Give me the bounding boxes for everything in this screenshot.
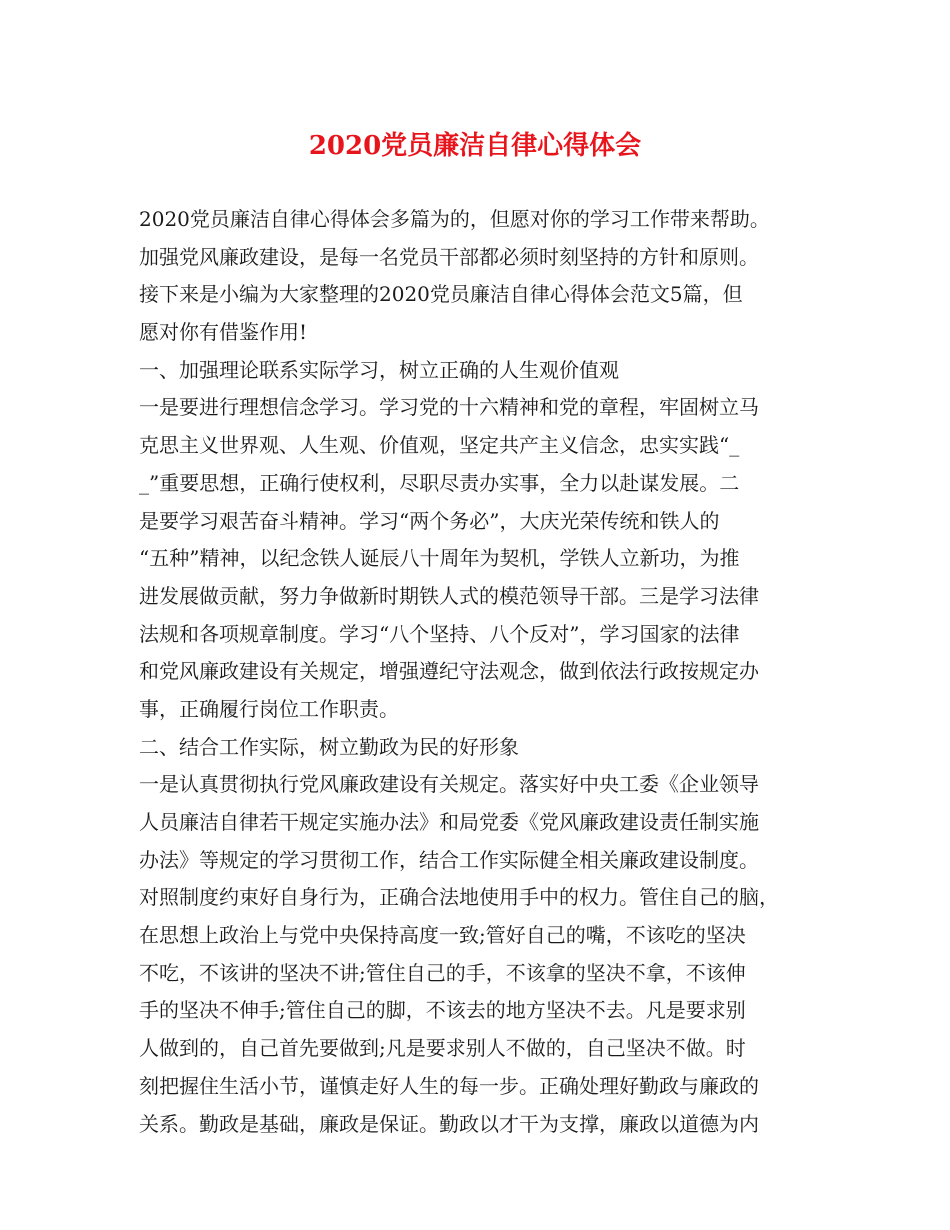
section-heading-2: 二、结合工作实际，树立勤政为民的好形象	[139, 734, 519, 759]
body-line: 是要学习艰苦奋斗精神。学习“两个务必”，大庆光荣传统和铁人的	[139, 508, 720, 533]
body-line: 事，正确履行岗位工作职责。	[139, 696, 399, 721]
body-line: 办法》等规定的学习贯彻工作，结合工作实际健全相关廉政建设制度。	[139, 847, 759, 872]
body-line: _”重要思想，正确行使权利，尽职尽责办实事，全力以赴谋发展。二	[139, 470, 740, 495]
body-line: 和党风廉政建设有关规定，增强遵纪守法观念，做到依法行政按规定办	[139, 659, 759, 684]
body-line: 刻把握住生活小节，谨慎走好人生的每一步。正确处理好勤政与廉政的	[139, 1073, 759, 1098]
body-line: 克思主义世界观、人生观、价值观，坚定共产主义信念，忠实实践“_	[139, 433, 740, 458]
document-body	[139, 201, 829, 1143]
body-line: 加强党风廉政建设，是每一名党员干部都必须时刻坚持的方针和原则。	[139, 244, 759, 269]
body-line: 接下来是小编为大家整理的2020党员廉洁自律心得体会范文5篇，但	[139, 282, 743, 307]
body-line: 在思想上政治上与党中央保持高度一致;管好自己的嘴，不该吃的坚决	[139, 923, 746, 948]
body-line: 法规和各项规章制度。学习“八个坚持、八个反对”，学习国家的法律	[139, 621, 740, 646]
body-line: 对照制度约束好自身行为，正确合法地使用手中的权力。管住自己的脑，	[139, 885, 779, 910]
body-line: 2020党员廉洁自律心得体会多篇为的，但愿对你的学习工作带来帮助。	[139, 207, 770, 231]
body-line: 人做到的，自己首先要做到;凡是要求别人不做的，自己坚决不做。时	[139, 1036, 746, 1061]
body-line: 一是认真贯彻执行党风廉政建设有关规定。落实好中央工委《企业领导	[139, 772, 759, 797]
body-line: 关系。勤政是基础，廉政是保证。勤政以才干为支撑，廉政以道德为内	[139, 1111, 759, 1136]
body-line: 不吃，不该讲的坚决不讲;管住自己的手，不该拿的坚决不拿，不该伸	[139, 960, 746, 985]
document-title: 2020党员廉洁自律心得体会	[308, 131, 642, 161]
section-heading-1: 一、加强理论联系实际学习，树立正确的人生观价值观	[139, 357, 619, 382]
body-line: 愿对你有借鉴作用!	[139, 320, 308, 345]
body-line: “五种”精神，以纪念铁人诞辰八十周年为契机，学铁人立新功，为推	[139, 546, 740, 571]
body-line: 进发展做贡献，努力争做新时期铁人式的模范领导干部。三是学习法律	[139, 583, 759, 608]
body-line: 人员廉洁自律若干规定实施办法》和局党委《党风廉政建设责任制实施	[139, 810, 759, 834]
body-line: 手的坚决不伸手;管住自己的脚，不该去的地方坚决不去。凡是要求别	[139, 998, 746, 1023]
body-line: 一是要进行理想信念学习。学习党的十六精神和党的章程，牢固树立马	[139, 395, 759, 420]
